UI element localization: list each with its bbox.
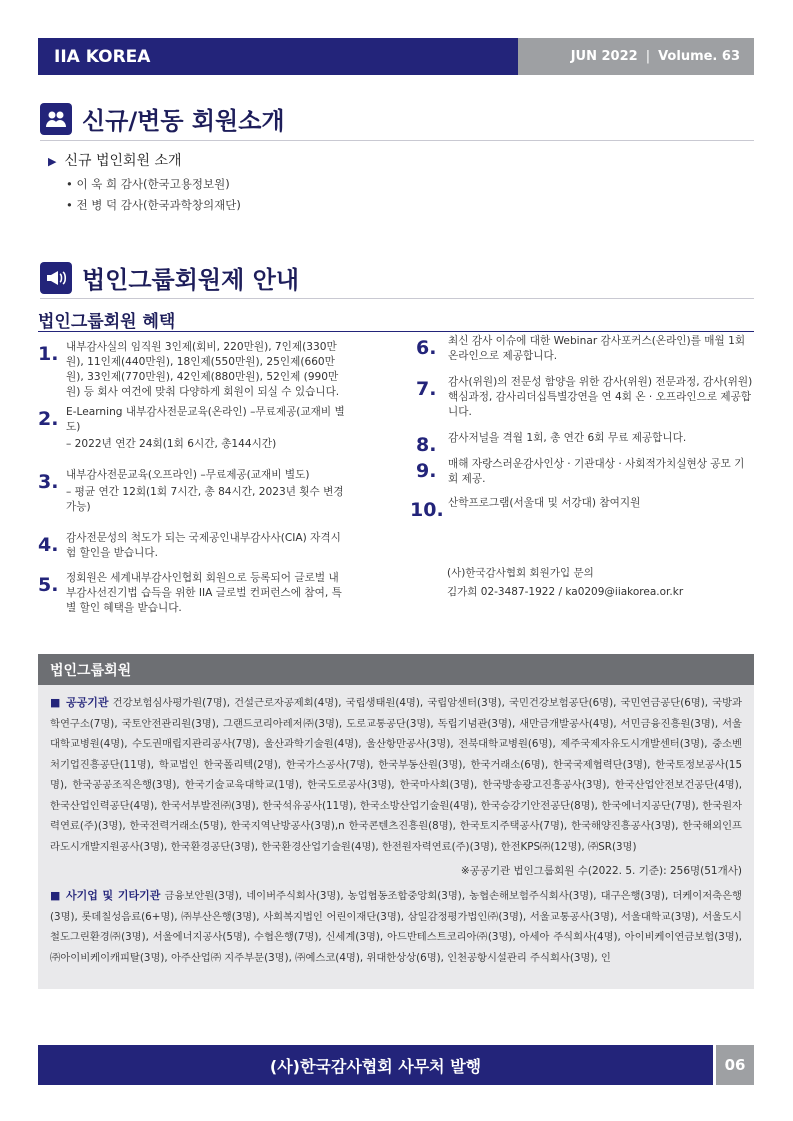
public-institutions-text: 건강보험심사평가원(7명), 건설근로자공제회(4명), 국립생태원(4명), 국립암센터(3명), 국민건강보험공단(6명), 국민연금공단(6명), 국방과학연구소(7명), 국토안전관리원(3명), 그랜드코리아레저㈜(3명), 도로교통공단(3명), 독립기념관(3명), 새만금개발공사(4명), 서민금융진흥원(3명), 서울대학교병원(4명), 수도권매립지관리공사(7명), 울산과학기술원(4명), 울산항만공사(3명), 전북대학교병원(6명), 제주국제자유도시개발센터(3명), 중소벤처기업진흥공단(11명), 학교법인 한국폴리텍(2명), 한국가스공사(7명), 한국부동산원(3명), 한국거래소(6명), 한국국제협력단(3명), 한국토정보공사(15명), 한국공공조직은행(3명), 한국기술교육대학교(1명), 한국도로공사(3명), 한국마사회(3명), 한국방송광고진흥공사(3명), 한국산업안전보건공단(4명), 한국산업인력공단(4명), 한국서부발전㈜(3명), 한국석유공사(11명), 한국소방산업기술원(4명), 한국승강기안전공단(8명), 한국에너지공단(7명), 한국원자력연료(주)(3명), 한국전력거래소(5명), 한국지역난방공사(3명),n 한국콘텐츠진흥원(8명), 한국토지주택공사(7명), 한국해양진흥공사(3명), 한국해외인프라도시개발지원공사(3명), 한국환경공단(3명), 한국환경산업기술원(4명), 한전원자력연료(주)(3명), 한전KPS㈜(12명), ㈜SR(3명) [50, 697, 742, 853]
benefit-number: 1. [38, 343, 59, 365]
triangle-icon: ▶ [48, 155, 57, 168]
public-count-note: ※공공기관 법인그룹회원 수(2022. 5. 기준): 256명(51개사) [460, 865, 742, 877]
benefit-text: 산학프로그램(서울대 및 서강대) 참여지원 [448, 497, 641, 509]
benefit-subtext: – 평균 연간 12회(1회 7시간, 총 84시간, 2023년 횟수 변경 가능) [66, 486, 344, 513]
benefit-item [416, 431, 754, 456]
public-label-text: 공공기관 [65, 696, 109, 709]
publisher-label: (사)한국감사협회 사무처 발행 [38, 1045, 713, 1085]
benefit-text: 감사전문성의 척도가 되는 국제공인내부감사사(CIA) 자격시험 할인을 받습니다. [66, 532, 341, 559]
private-institutions-text: 금융보안원(3명), 네이버주식회사(3명), 농업협동조합중앙회(3명), 농협손해보험주식회사(3명), 대구은행(3명), 더케이저축은행(3명), 롯데칠성음료(6+명), ㈜부산은행(3명), 사회복지법인 어린이재단(3명), 삼일감정평가법인㈜(3명), 서울교통공사(3명), 서울대학교(3명), 서울도시철도그린환경㈜(3명), 서울에너지공사(5명), 수협은행(7명), 신세계(3명), 아드반테스트코리아㈜(3명), 아세아 주식회사(4명), 아이비케이연금보험(3명), ㈜아이비케이캐피탈(3명), 아주산업㈜ 지주부문(3명), ㈜예스코(4명), 위대한상상(6명), 인천공항시설관리 주식회사(3명), 인 [50, 890, 742, 964]
benefit-subtext: – 2022년 연간 24회(1회 6시간, 총144시간) [66, 438, 277, 450]
benefit-text: 매해 자랑스러운감사인상 · 기관대상 · 사회적가치실현상 공모 기회 제공. [448, 458, 745, 485]
benefits-heading: 법인그룹회원 혜택 [38, 312, 176, 332]
benefit-text [66, 405, 348, 452]
benefit-item [38, 571, 348, 616]
private-label: ■ 사기업 및 기타기관 [50, 889, 161, 902]
page-number: 06 [716, 1045, 754, 1085]
page-header [38, 38, 754, 75]
issue-date: JUN 2022 [570, 49, 638, 64]
benefit-item [38, 531, 348, 561]
megaphone-icon [40, 262, 72, 294]
benefit-number: 5. [38, 574, 59, 596]
subheading [48, 150, 182, 170]
benefit-item [410, 496, 754, 521]
subheading-text: 신규 법인회원 소개 [64, 153, 182, 169]
group-members-heading: 법인그룹회원 [38, 654, 754, 685]
section-title: 신규/변동 회원소개 [82, 107, 285, 135]
benefit-number: 8. [416, 434, 437, 456]
group-members-box [38, 685, 754, 989]
issue-info [518, 38, 754, 75]
benefit-text [66, 468, 348, 515]
benefit-text: 정회원은 세계내부감사인협회 회원으로 등록되어 글로벌 내부감사선진기법 습득을 위한 IIA 글로벌 컨퍼런스에 참여, 특별 할인 혜택을 받습니다. [66, 572, 342, 614]
benefit-number: 9. [416, 460, 437, 482]
section-new-members [40, 101, 285, 136]
divider [40, 298, 754, 299]
section-group-membership [40, 260, 299, 295]
public-institutions-list [50, 693, 742, 857]
contact-details: 김가희 02-3487-1922 / ka0209@iiakorea.or.kr [447, 586, 684, 598]
benefit-item [38, 340, 348, 400]
member-name: 전 병 덕 감사(한국과학창의재단) [76, 198, 241, 212]
benefit-item [416, 375, 754, 420]
section-title: 법인그룹회원제 안내 [82, 266, 300, 294]
benefit-main-text: E-Learning 내부감사전문교육(온라인) –무료제공(교재비 별도) [66, 406, 345, 433]
benefit-number: 10. [410, 499, 444, 521]
contact-info [447, 564, 683, 602]
benefit-number: 2. [38, 408, 59, 430]
list-item: • 이 욱 희 감사(한국고용정보원) [66, 177, 230, 191]
private-institutions-list [50, 886, 742, 968]
benefit-text: 최신 감사 이슈에 대한 Webinar 감사포커스(온라인)를 매월 1회 온라인으로 제공합니다. [448, 335, 746, 362]
issue-separator: | [645, 49, 651, 64]
public-label: ■ 공공기관 [50, 696, 109, 709]
contact-label: (사)한국감사협회 회원가입 문의 [447, 567, 594, 579]
benefit-number: 4. [38, 534, 59, 556]
benefit-item [38, 468, 348, 515]
benefit-text: 감사(위원)의 전문성 함양을 위한 감사(위원) 전문과정, 감사(위원) 핵심과정, 감사리더십특별강연을 연 4회 온 · 오프라인으로 제공합니다. [448, 376, 753, 418]
benefit-number: 3. [38, 471, 59, 493]
private-label-text: 사기업 및 기타기관 [65, 889, 161, 902]
page-footer [38, 1045, 754, 1085]
benefit-text: 내부감사실의 임직원 3인제(회비, 220만원), 7인제(330만원), 11인제(440만원), 18인제(550만원), 25인제(660만원), 33인제(770만원), 42인제(880만원), 52인제 (990만원) 등 회사 여건에 맞춰 다양하게 회원이 되실 수 있습니다. [66, 341, 340, 398]
benefit-item [38, 405, 348, 452]
benefit-item [416, 457, 754, 487]
people-icon [40, 103, 72, 135]
benefit-text: 감사저널을 격월 1회, 총 연간 6회 무료 제공합니다. [448, 432, 687, 444]
list-item: • 전 병 덕 감사(한국과학창의재단) [66, 198, 241, 212]
benefit-number: 7. [416, 378, 437, 400]
brand-label: IIA KOREA [38, 38, 518, 75]
divider [38, 331, 754, 332]
benefit-main-text: 내부감사전문교육(오프라인) –무료제공(교재비 별도) [66, 469, 310, 481]
divider [40, 140, 754, 141]
member-name: 이 욱 희 감사(한국고용정보원) [76, 177, 230, 191]
benefit-item [416, 334, 754, 364]
issue-volume: Volume. 63 [658, 49, 740, 64]
benefit-number: 6. [416, 337, 437, 359]
